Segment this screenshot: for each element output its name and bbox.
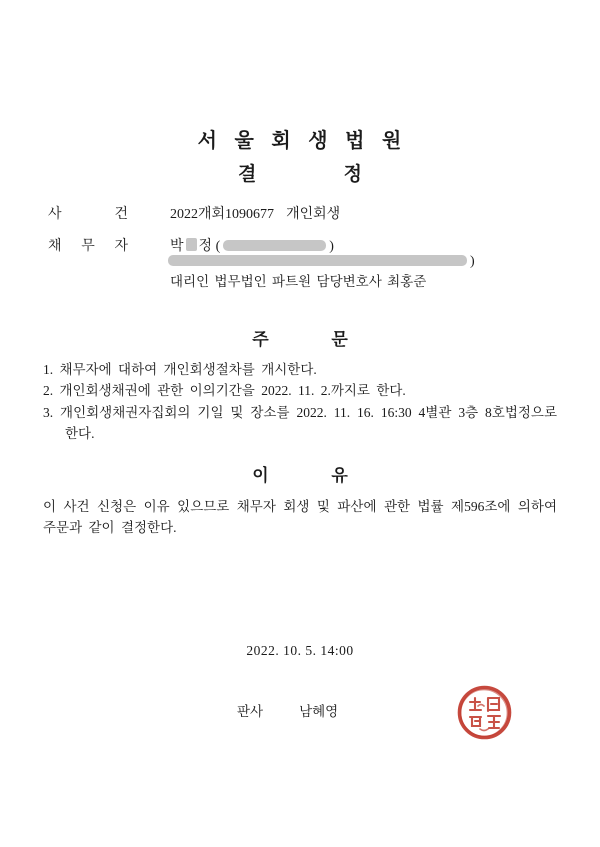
order-item-1: 1. 채무자에 대하여 개인회생절차를 개시한다.	[43, 362, 317, 377]
case-label: 사 건	[48, 207, 128, 222]
redaction-box-address	[168, 255, 467, 266]
reason-heading: 이 유	[252, 466, 348, 485]
case-value	[170, 203, 340, 223]
case-type: 개인회생	[286, 207, 341, 222]
order-item-3: 3. 개인회생채권자집회의 기일 및 장소를 2022. 11. 16. 16:30 4별관 3층 8호법정으로 한다.	[43, 404, 557, 441]
court-title: 서 울 회 생 법 원	[197, 130, 403, 152]
debtor-label: 채 무 자	[48, 239, 128, 254]
order-item-2: 2. 개인회생채권에 관한 이의기간을 2022. 11. 2.까지로 한다.	[43, 383, 406, 399]
judge-row	[237, 700, 338, 720]
paren-close-2: )	[470, 254, 475, 269]
paren-close: )	[329, 239, 334, 254]
case-number: 2022개회1090677	[170, 207, 275, 222]
judge-title: 판사	[237, 704, 264, 719]
debtor-givenname: 정	[198, 239, 213, 254]
order-heading: 주 문	[252, 330, 348, 349]
decision-heading: 결 정	[238, 164, 362, 185]
debtor-address-line	[168, 254, 475, 270]
paren-open: (	[215, 239, 221, 254]
redaction-box-name	[186, 238, 197, 251]
debtor-name-line	[170, 235, 334, 255]
judge-name: 남혜영	[299, 704, 339, 719]
decision-datetime: 2022. 10. 5. 14:00	[246, 643, 354, 658]
reason-body: 이 사건 신청은 이유 있으므로 채무자 회생 및 파산에 관한 법률 제596조에 의하여 주문과 같이 결정한다.	[43, 499, 557, 535]
judge-seal-icon	[456, 684, 513, 741]
debtor-surname: 박	[170, 239, 184, 254]
order-list	[43, 359, 557, 444]
attorney-line: 대리인 법무법인 파트원 담당변호사 최홍준	[170, 274, 427, 289]
redaction-box-id	[223, 240, 326, 251]
